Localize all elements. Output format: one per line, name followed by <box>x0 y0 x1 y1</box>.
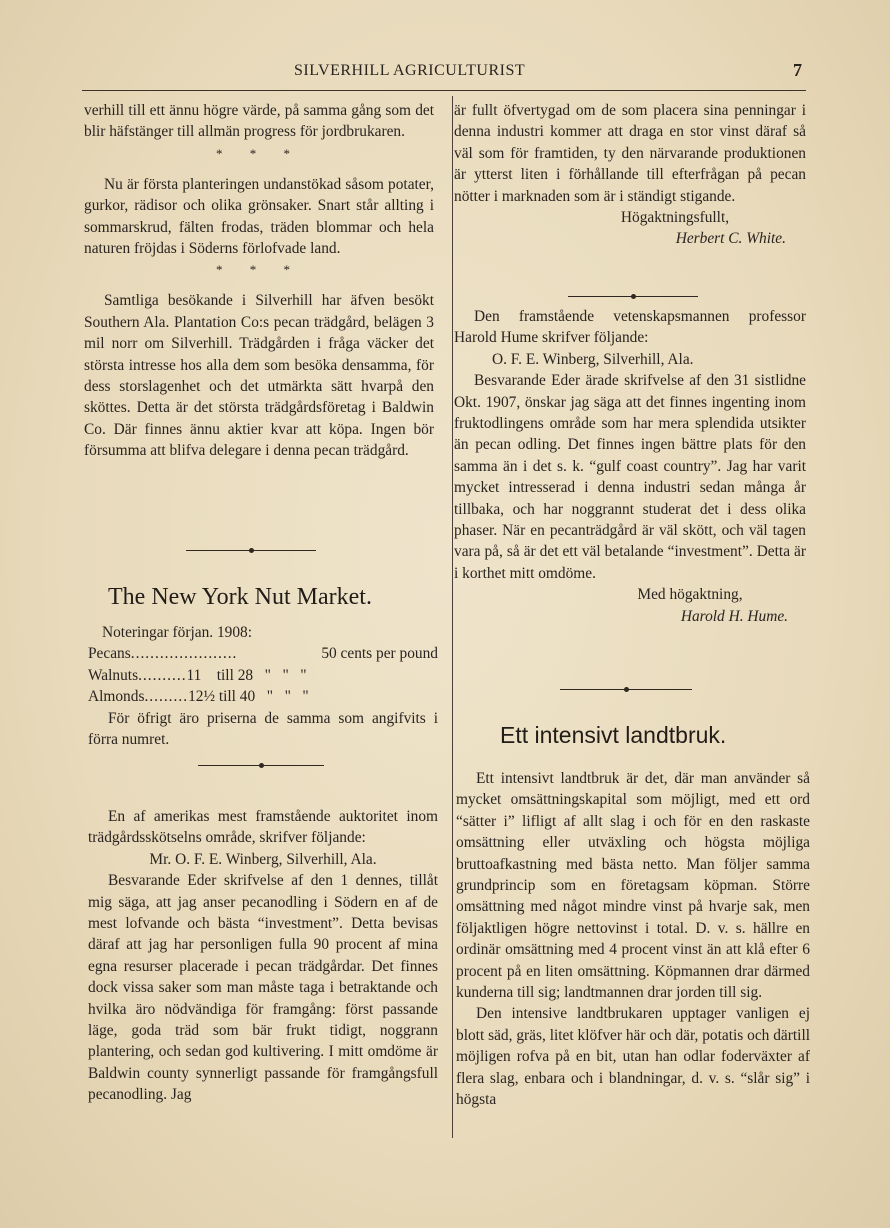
price-leader: ...................... <box>130 645 238 663</box>
section-stars-1: * * * <box>216 145 302 161</box>
left-address-line: Mr. O. F. E. Winberg, Silverhill, Ala. <box>149 850 377 868</box>
right-column-middle <box>454 306 806 627</box>
left-paragraph-2: Nu är första planteringen undanstökad såsom potater, gurkor, rädisor och olika grönsaker. Snart står allting i sommarskrud, fälten frodas, träden blommar och hela naturen fröjdas i Söderns förlofvade land. <box>84 175 434 258</box>
section-divider-left-1 <box>186 550 316 551</box>
price-value: 11 till 28 " " " <box>186 666 307 684</box>
column-divider <box>452 96 453 1138</box>
publication-title: SILVERHILL AGRICULTURIST <box>294 62 526 79</box>
left-paragraph-5: Besvarande Eder skrifvelse af den 1 dennes, tillåt mig säga, att jag anser pecanodling i Södern en af de mest lofvande och bästa “investment”. Detta bevisas däraf att jag har personligen fulla 90 procent af mina egna resurser placerade i pecan trädgårdar. Det finnes dock vissa saker som man måste taga i betraktande och hvilka äro nödvändiga för framgång: först passande läge, goda träd som bär frukt tidigt, noggrann plantering, och sedan god kultivering. I mitt omdöme är Baldwin county synnerligt passande för framgångsfull pecanodling. Jag <box>88 872 438 1104</box>
right-column-top <box>454 100 806 250</box>
page-number: 7 <box>793 60 802 80</box>
right-paragraph-1: är fullt öfvertygad om de som placera sina penningar i denna industri kommer att draga en stor vinst däraf så väl som för framtiden, ty den närvarande produktionen är ytterst liten i förhållande till efterfrågan på pecan nötter i marknaden som är i ständigt stigande. <box>454 102 806 205</box>
right-paragraph-4: Ett intensivt landtbruk är det, där man använder så mycket omsättningskapital som möjligt, med ett ord “sätter i” lifligt af allt slag i och för en den raskaste omsättning eller utväxling och högsta möjliga bruttoafkastning med bästa netto. Man följer samma grundprincip som en företagsam köpman. Större omsättning med något mindre vinst på hvarje sak, men följaktligen högre nettovinst i total. D. v. s. hällre en ordinär omsättning med 4 procent vinst än att klå efter 6 procent på en liten omsättning. Köpmannen drar därmed kunderna till sig; landtmannen drar jorden till sig. <box>456 770 810 1002</box>
price-row-walnuts <box>88 665 438 686</box>
price-leader: ......... <box>144 688 189 706</box>
left-paragraph-3: Samtliga besökande i Silverhill har äfven besökt Southern Ala. Plantation Co:s pecan trädgård, belägen 3 mil norr om Silverhill. Trädgården i fråga väcker det största intresse hos alla dem som besöka densamma, för dess storslagenhet och det utmärkta sätt hvarpå den sköttes. Detta är det största trädgårdsföretag i Baldwin Co. Där finnes ännu aktier kvar att köpa. Ingen bör försumma att blifva delegare i denna pecan trädgård. <box>84 292 434 460</box>
right-paragraph-5: Den intensive landtbrukaren upptager vanligen ej blott säd, gräs, litet klöfver här och där, potatis och därtill möjligen rofva på en bit, utan han odlar foderväxter af flera slag, enbara och i blandningar, d. v. s. “slår sig” i högsta <box>456 1005 810 1109</box>
right-address-line: O. F. E. Winberg, Silverhill, Ala. <box>492 350 694 368</box>
section-divider-right-2 <box>560 689 692 690</box>
right-paragraph-2: Den framstående vetenskapsmannen professor Harold Hume skrifver följande: <box>454 308 806 347</box>
price-row-pecans <box>88 643 438 664</box>
nut-market-intro: Noteringar förjan. 1908: <box>102 624 253 641</box>
left-paragraph-1: verhill till ett ännu högre värde, på samma gång som det blir häfstänger till allmän progress för jordbrukaren. <box>84 102 434 141</box>
right-paragraph-3: Besvarande Eder ärade skrifvelse af den 31 sistlidne Okt. 1907, önskar jag säga att det finnes ingenting inom fruktodlingens område som har mera splendida utsikter än pecan odling. Det finnes ingen bättre plats för den samma än i det s. k. “gulf coast country”. Jag har varit mycket intresserad i denna industri sedan många år tillbaka, och har noggrannt studerat det i dess olika phaser. När en pecanträdgård är väl skött, och väl tagen vara på, så är det ett väl betalande “investment”. Detta är i korthet mitt omdöme. <box>454 372 806 582</box>
closing-1: Högaktningsfullt, <box>620 209 730 227</box>
right-column-bottom <box>456 768 810 1111</box>
price-name: Pecans <box>88 645 131 663</box>
price-leader: .......... <box>138 666 187 684</box>
price-value: 50 cents per pound <box>321 645 438 663</box>
signature-1: Herbert C. White. <box>675 230 786 248</box>
page-header <box>82 60 806 91</box>
closing-2: Med högaktning, <box>637 586 743 604</box>
intensive-farming-heading: Ett intensivt landtbruk. <box>500 722 727 748</box>
section-stars-2: * * * <box>216 262 302 278</box>
nut-market-heading: The New York Nut Market. <box>108 584 372 610</box>
left-paragraph-4: En af amerikas mest framstående auktoritet inom trädgårdsskötselns område, skrifver följande: <box>88 808 438 847</box>
price-row-almonds <box>88 686 438 707</box>
price-name: Walnuts <box>88 666 139 684</box>
price-name: Almonds <box>88 688 145 706</box>
section-divider-left-2 <box>198 765 324 766</box>
signature-2: Harold H. Hume. <box>680 607 788 625</box>
left-column-bottom <box>88 806 438 1106</box>
left-column-top <box>84 100 434 462</box>
nut-market-block <box>88 622 438 750</box>
section-divider-right-1 <box>568 296 698 297</box>
nut-market-note: För öfrigt äro priserna de samma som angifvits i förra numret. <box>88 709 438 749</box>
price-value: 12½ till 40 " " " <box>188 688 309 706</box>
